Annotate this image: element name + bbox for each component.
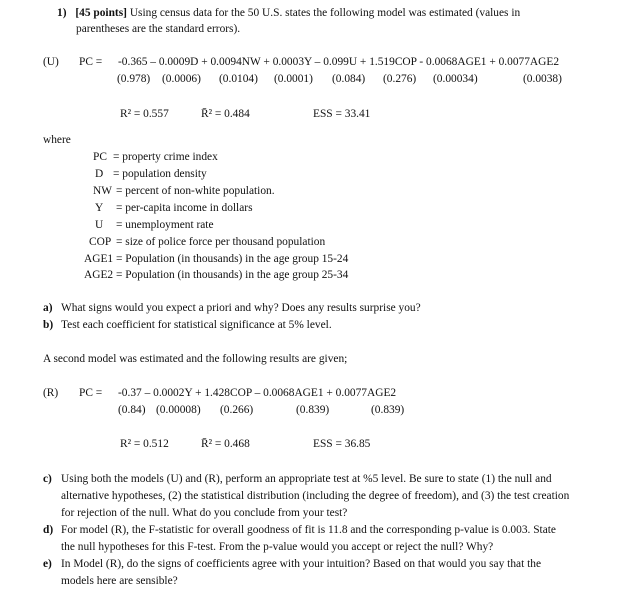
def-desc: = percent of non-white population.: [116, 185, 275, 197]
part-c-label: c): [43, 473, 52, 485]
part-c-line2: alternative hypotheses, (2) the statistical distribution (including the degree of freedom), and (3) the test creation: [61, 490, 570, 502]
def-desc: = per-capita income in dollars: [116, 202, 253, 214]
model-u-se-u: (0.084): [332, 73, 366, 85]
part-d-line2: the null hypotheses for this F-test. From the p-value would you accept or reject the null? Why?: [61, 541, 494, 553]
def-var: AGE1: [84, 253, 114, 265]
model-u-r2: R² = 0.557: [120, 108, 169, 120]
part-a-text: What signs would you expect a priori and why? Does any results surprise you?: [61, 302, 421, 314]
model-r-lhs: PC =: [79, 387, 103, 399]
def-var: D: [95, 168, 104, 180]
model-u-label: (U): [43, 56, 59, 68]
model-u-se-age1: (0.00034): [433, 73, 478, 85]
model-r-label: (R): [43, 387, 59, 399]
model-u-lhs: PC =: [79, 56, 103, 68]
model-u-r2bar: R̄² = 0.484: [201, 108, 250, 120]
part-d-line1: For model (R), the F-statistic for overall goodness of fit is 11.8 and the corresponding p-value is 0.003. State: [61, 524, 556, 536]
model-r-se-y: (0.00008): [156, 404, 201, 416]
question-points: [45 points]: [75, 7, 127, 19]
question-intro-line1: Using census data for the 50 U.S. states the following model was estimated (values in: [129, 7, 521, 19]
model-r-equation: -0.37 – 0.0002Y + 1.428COP – 0.0068AGE1 + 0.0077AGE2: [118, 387, 397, 399]
question-header: [57, 6, 520, 20]
model-r-se-age2: (0.839): [371, 404, 405, 416]
def-desc: = Population (in thousands) in the age group 15-24: [116, 253, 349, 265]
model-r-se-const: (0.84): [118, 404, 146, 416]
def-var: NW: [93, 185, 112, 197]
part-c-line3: for rejection of the null. What do you conclude from your test?: [61, 507, 348, 519]
question-intro-line2: parentheses are the standard errors).: [76, 23, 241, 35]
def-var: PC: [93, 151, 107, 163]
model-r-se-cop: (0.266): [220, 404, 254, 416]
def-desc: = population density: [113, 168, 207, 180]
part-b-label: b): [43, 319, 54, 331]
model-u-equation: -0.365 – 0.0009D + 0.0094NW + 0.0003Y – 0.099U + 1.519COP - 0.0068AGE1 + 0.0077AGE2: [118, 56, 560, 68]
def-desc: = property crime index: [113, 151, 218, 163]
model-u-se-const: (0.978): [117, 73, 151, 85]
model-r-r2: R² = 0.512: [120, 438, 169, 450]
part-d-label: d): [43, 524, 54, 536]
question-number: 1): [57, 7, 67, 19]
def-desc: = Population (in thousands) in the age group 25-34: [116, 269, 349, 281]
model-u-se-y: (0.0001): [274, 73, 313, 85]
def-var: COP: [89, 236, 112, 248]
model-u-se-d: (0.0006): [162, 73, 201, 85]
def-var: Y: [95, 202, 104, 214]
second-model-intro: A second model was estimated and the following results are given;: [43, 353, 348, 365]
part-a-label: a): [43, 302, 53, 314]
part-e-line1: In Model (R), do the signs of coefficients agree with your intuition? Based on that would you say that the: [61, 558, 541, 570]
model-u-se-cop: (0.276): [383, 73, 417, 85]
model-r-se-age1: (0.839): [296, 404, 330, 416]
part-e-label: e): [43, 558, 52, 570]
model-u-se-nw: (0.0104): [219, 73, 258, 85]
def-desc: = unemployment rate: [116, 219, 214, 231]
def-var: AGE2: [84, 269, 114, 281]
def-desc: = size of police force per thousand population: [116, 236, 326, 248]
model-u-ess: ESS = 33.41: [313, 108, 371, 120]
part-c-line1: Using both the models (U) and (R), perform an appropriate test at %5 level. Be sure to state (1) the null and: [61, 473, 552, 485]
model-u-se-age2: (0.0038): [523, 73, 562, 85]
model-r-ess: ESS = 36.85: [313, 438, 371, 450]
model-r-r2bar: R̄² = 0.468: [201, 438, 250, 450]
part-b-text: Test each coefficient for statistical significance at 5% level.: [61, 319, 332, 331]
def-var: U: [95, 219, 104, 231]
part-e-line2: models here are sensible?: [61, 575, 178, 587]
where-label: where: [43, 134, 71, 146]
